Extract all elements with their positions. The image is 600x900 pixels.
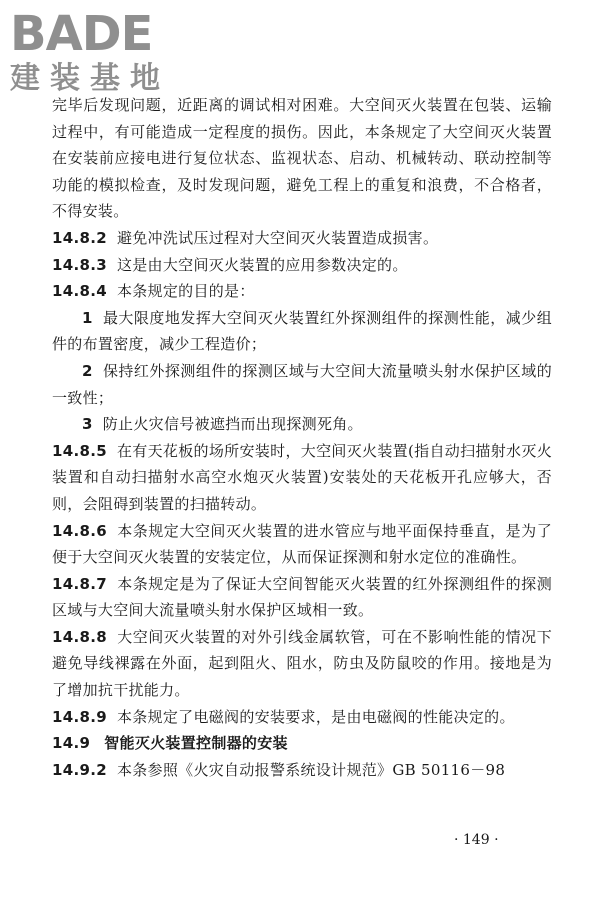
clause-text: 本条规定是为了保证大空间智能灭火装置的红外探测组件的探测区域与大空间大流量喷头射水保护区域相一致。 [52, 574, 552, 620]
clause-text: 这是由大空间灭火装置的应用参数决定的。 [116, 255, 408, 274]
paragraph-text: 完毕后发现问题，近距离的调试相对困难。大空间灭火装置在包装、运输过程中，有可能造成一定程度的损伤。因此，本条规定了大空间灭火装置在安装前应接电进行复位状态、监视状态、启动、机械转动、联动控制等功能的模拟检查，及时发现问题，避免工程上的重复和浪费，不合格者，不得安装。 [52, 96, 552, 221]
clause-14-8-2 [52, 225, 552, 252]
section-number: 14.9 [52, 734, 91, 753]
list-item-number: 1 [82, 308, 93, 327]
list-item [52, 305, 552, 358]
list-item [52, 358, 552, 411]
list-item-text: 防止火灾信号被遮挡而出现探测死角。 [102, 415, 363, 434]
list-item-number: 2 [82, 361, 93, 380]
clause-14-8-8 [52, 624, 552, 704]
clause-text: 本条规定的目的是： [116, 282, 255, 301]
list-item [52, 411, 552, 438]
clause-number: 14.8.2 [52, 228, 107, 247]
clause-text: 本条参照《火灾自动报警系统设计规范》GB 50116－98 [116, 760, 506, 779]
clause-text: 大空间灭火装置的对外引线金属软管，可在不影响性能的情况下避免导线裸露在外面，起到阻火、阻水，防虫及防鼠咬的作用。接地是为了增加抗干扰能力。 [52, 627, 552, 700]
clause-text: 在有天花板的场所安装时，大空间灭火装置(指自动扫描射水灭火装置和自动扫描射水高空水炮灭火装置)安装处的天花板开孔应够大，否则，会阻碍到装置的扫描转动。 [52, 441, 552, 513]
clause-number: 14.8.8 [52, 627, 107, 646]
clause-number: 14.8.9 [52, 707, 107, 726]
clause-text: 本条规定了电磁阀的安装要求，是由电磁阀的性能决定的。 [116, 707, 515, 726]
clause-14-8-6 [52, 518, 552, 571]
clause-text: 避免冲洗试压过程对大空间灭火装置造成损害。 [116, 228, 439, 247]
clause-text: 本条规定大空间灭火装置的进水管应与地平面保持垂直，是为了便于大空间灭火装置的安装定位，从而保证探测和射水定位的准确性。 [52, 521, 552, 567]
logo-brand: BADE [10, 6, 153, 62]
clause-number: 14.8.7 [52, 574, 107, 593]
list-item-text: 最大限度地发挥大空间灭火装置红外探测组件的探测性能，减少组件的布置密度，减少工程造价； [52, 308, 552, 354]
clause-number: 14.8.3 [52, 255, 107, 274]
clause-number: 14.8.4 [52, 282, 107, 301]
clause-number: 14.9.2 [52, 760, 107, 779]
clause-14-9-2 [52, 757, 552, 784]
section-title-text: 智能灭火装置控制器的安装 [104, 734, 288, 753]
logo-tagline: 建装基地 [10, 61, 170, 94]
paragraph-continued [52, 92, 552, 225]
clause-14-8-4 [52, 278, 552, 305]
clause-number: 14.8.6 [52, 521, 107, 540]
section-heading [52, 730, 552, 757]
document-body [52, 92, 552, 783]
clause-14-8-5 [52, 438, 552, 518]
clause-14-8-7 [52, 571, 552, 624]
clause-number: 14.8.5 [52, 441, 107, 460]
clause-14-8-3 [52, 252, 552, 279]
page-number: · 149 · [454, 832, 499, 848]
list-item-text: 保持红外探测组件的探测区域与大空间大流量喷头射水保护区域的一致性； [52, 361, 552, 407]
clause-14-8-9 [52, 704, 552, 731]
list-item-number: 3 [82, 415, 93, 434]
bade-logo [8, 4, 208, 94]
